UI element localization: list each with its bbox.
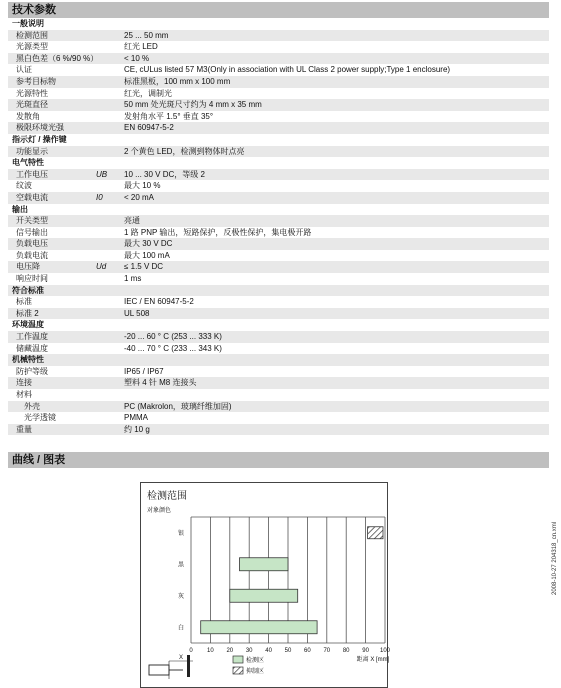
spec-row xyxy=(8,401,549,413)
category-label: 灰 xyxy=(177,593,185,600)
spec-value: -20 ... 60 ° C (253 ... 333 K) xyxy=(124,332,222,342)
spec-row xyxy=(8,412,549,424)
spec-row xyxy=(8,41,549,53)
spec-label: 开关类型 xyxy=(16,216,48,226)
spec-group-label: 一般说明 xyxy=(12,19,44,28)
spec-value: CE, cULus listed 57 M3(Only in association with UL Class 2 power supply;Type 1 enclosure) xyxy=(124,65,451,75)
spec-label: 储藏温度 xyxy=(16,343,48,353)
spec-value: PMMA xyxy=(124,413,148,423)
spec-value: 10 ... 30 V DC，等级 2 xyxy=(124,169,205,179)
x-tick-label: 0 xyxy=(189,648,193,654)
spec-row xyxy=(8,215,549,227)
spec-label: 参考目标物 xyxy=(16,76,56,86)
spec-group-label: 符合标准 xyxy=(12,285,44,295)
spec-label: 黑白色差（6 %/90 %） xyxy=(16,53,99,63)
spec-row xyxy=(8,424,549,436)
chart-subtitle: 对象颜色 xyxy=(147,508,172,514)
spec-row xyxy=(8,238,549,250)
spec-group-row xyxy=(8,18,549,30)
spec-symbol: Ud xyxy=(96,262,107,272)
spec-label: 光源特性 xyxy=(16,88,48,98)
spec-row xyxy=(8,64,549,76)
category-label: 黑 xyxy=(177,562,185,569)
spec-label: 电压降 xyxy=(16,262,40,272)
spec-row xyxy=(8,88,549,100)
chart-title: 检测范围 xyxy=(147,491,187,502)
spec-value: -40 ... 70 ° C (233 ... 343 K) xyxy=(124,343,222,353)
spec-group-row xyxy=(8,157,549,169)
spec-label: 认证 xyxy=(16,65,32,75)
spec-value: 塑料 4 针 M8 连接头 xyxy=(124,378,197,388)
spec-group-label: 环境温度 xyxy=(12,320,44,330)
spec-value: 最大 10 % xyxy=(124,181,161,191)
spec-label: 信号输出 xyxy=(16,227,48,237)
spec-row xyxy=(8,296,549,308)
detection-bar xyxy=(230,589,298,602)
spec-value: 最大 100 mA xyxy=(124,250,170,260)
spec-table xyxy=(8,18,549,435)
spec-value: PC (Makrolon，玻璃纤维加固) xyxy=(124,401,232,411)
x-tick-label: 70 xyxy=(323,648,331,654)
spec-label: 检测范围 xyxy=(16,30,48,40)
spec-value: 亮通 xyxy=(124,216,140,226)
spec-label: 重量 xyxy=(16,424,32,434)
spec-row xyxy=(8,273,549,285)
spec-label: 发散角 xyxy=(16,111,40,121)
spec-value: 50 mm 处光斑尺寸约为 4 mm x 35 mm xyxy=(124,100,262,110)
spec-label: 工作电压 xyxy=(16,169,48,179)
target-plate xyxy=(187,655,190,677)
spec-label: 标准 xyxy=(16,297,32,307)
spec-group-row xyxy=(8,134,549,146)
x-tick-label: 50 xyxy=(284,648,292,654)
sensor-body xyxy=(149,665,169,675)
spec-value: < 20 mA xyxy=(124,192,155,202)
x-tick-label: 100 xyxy=(379,648,391,654)
detection-bar xyxy=(240,558,289,571)
spec-value: 红光，调制光 xyxy=(124,88,172,98)
spec-value: 约 10 g xyxy=(124,424,150,434)
spec-label: 极限环境光强 xyxy=(16,123,64,133)
legend-swatch-suppress xyxy=(233,667,243,674)
spec-row xyxy=(8,308,549,320)
spec-value: 发射角水平 1.5° 垂直 35° xyxy=(124,111,214,121)
spec-row xyxy=(8,343,549,355)
spec-value: 红光 LED xyxy=(124,42,158,52)
spec-label: 光斑直径 xyxy=(16,100,48,110)
spec-label: 纹波 xyxy=(16,181,32,191)
spec-value: 25 ... 50 mm xyxy=(124,30,169,40)
curves-title: 曲线 / 图表 xyxy=(12,454,66,466)
spec-value: IP65 / IP67 xyxy=(124,366,164,376)
spec-value: EN 60947-5-2 xyxy=(124,123,174,133)
spec-row xyxy=(8,227,549,239)
spec-row xyxy=(8,122,549,134)
spec-label: 标准 2 xyxy=(16,308,39,318)
curves-header xyxy=(8,452,549,468)
spec-label: 工作温度 xyxy=(16,332,48,342)
spec-row xyxy=(8,169,549,181)
spec-label: 负载电流 xyxy=(16,250,48,260)
tech-params-header xyxy=(8,2,549,18)
spec-row xyxy=(8,192,549,204)
document-id-note: 2008-10-27 204318_cn.xml xyxy=(552,521,558,595)
spec-value: 2 个黄色 LED，检测到物体时点亮 xyxy=(124,146,245,156)
spec-label: 空载电流 xyxy=(16,192,48,202)
detection-bar xyxy=(201,621,317,634)
spec-group-row xyxy=(8,204,549,216)
category-label: 白 xyxy=(177,625,185,632)
spec-row xyxy=(8,366,549,378)
x-tick-label: 90 xyxy=(362,648,369,654)
spec-label: 外壳 xyxy=(24,401,40,411)
spec-label: 响应时间 xyxy=(16,274,48,284)
spec-label: 材料 xyxy=(16,390,32,399)
spec-label: 防护等级 xyxy=(16,366,48,376)
spec-value: < 10 % xyxy=(124,53,150,63)
spec-row xyxy=(8,53,549,65)
detection-range-chart xyxy=(140,482,391,688)
sensor-x-label: X xyxy=(178,655,184,661)
spec-group-row xyxy=(8,354,549,366)
spec-row xyxy=(8,180,549,192)
spec-label: 光源类型 xyxy=(16,42,48,52)
spec-symbol: UB xyxy=(96,169,108,179)
spec-label: 功能显示 xyxy=(16,146,48,156)
suppression-zone xyxy=(368,527,383,539)
spec-row xyxy=(8,111,549,123)
spec-row xyxy=(8,261,549,273)
spec-group-label: 电气特性 xyxy=(12,158,44,168)
spec-row xyxy=(8,76,549,88)
spec-row xyxy=(8,331,549,343)
spec-value: 1 路 PNP 输出，短路保护，反极性保护，集电极开路 xyxy=(124,227,312,237)
legend-label-suppress: 抑制区 xyxy=(246,669,265,675)
spec-label: 负载电压 xyxy=(16,239,48,249)
spec-row xyxy=(8,250,549,262)
spec-row xyxy=(8,146,549,158)
tech-params-title: 技术参数 xyxy=(12,4,56,16)
x-tick-label: 60 xyxy=(304,648,311,654)
spec-value: 标准黑板，100 mm x 100 mm xyxy=(124,76,231,86)
spec-value: IEC / EN 60947-5-2 xyxy=(124,297,194,307)
spec-label: 光学透镜 xyxy=(24,413,56,423)
spec-value: 最大 30 V DC xyxy=(124,239,173,249)
spec-group-row xyxy=(8,319,549,331)
spec-value: 1 ms xyxy=(124,274,142,284)
x-tick-label: 10 xyxy=(207,648,214,654)
chart-plot xyxy=(141,483,391,687)
spec-row xyxy=(8,99,549,111)
x-tick-label: 20 xyxy=(226,648,234,654)
spec-group-label: 输出 xyxy=(12,204,28,214)
x-tick-label: 40 xyxy=(265,648,272,654)
x-tick-label: 30 xyxy=(245,648,253,654)
spec-value: ≤ 1.5 V DC xyxy=(124,262,164,272)
spec-label: 连接 xyxy=(16,378,32,388)
spec-symbol: I0 xyxy=(96,192,103,202)
spec-group-label: 指示灯 / 操作键 xyxy=(12,134,67,144)
x-tick-label: 80 xyxy=(342,648,350,654)
x-axis-label: 距离 X [mm] xyxy=(356,657,390,663)
legend-label-detect: 检测区 xyxy=(246,658,265,664)
legend-swatch-detect xyxy=(233,656,243,663)
spec-group-row xyxy=(8,285,549,297)
spec-row xyxy=(8,377,549,389)
spec-value: UL 508 xyxy=(124,308,150,318)
category-label: 银 xyxy=(177,530,185,537)
spec-row xyxy=(8,30,549,42)
spec-row xyxy=(8,389,549,401)
spec-group-label: 机械特性 xyxy=(12,355,44,365)
